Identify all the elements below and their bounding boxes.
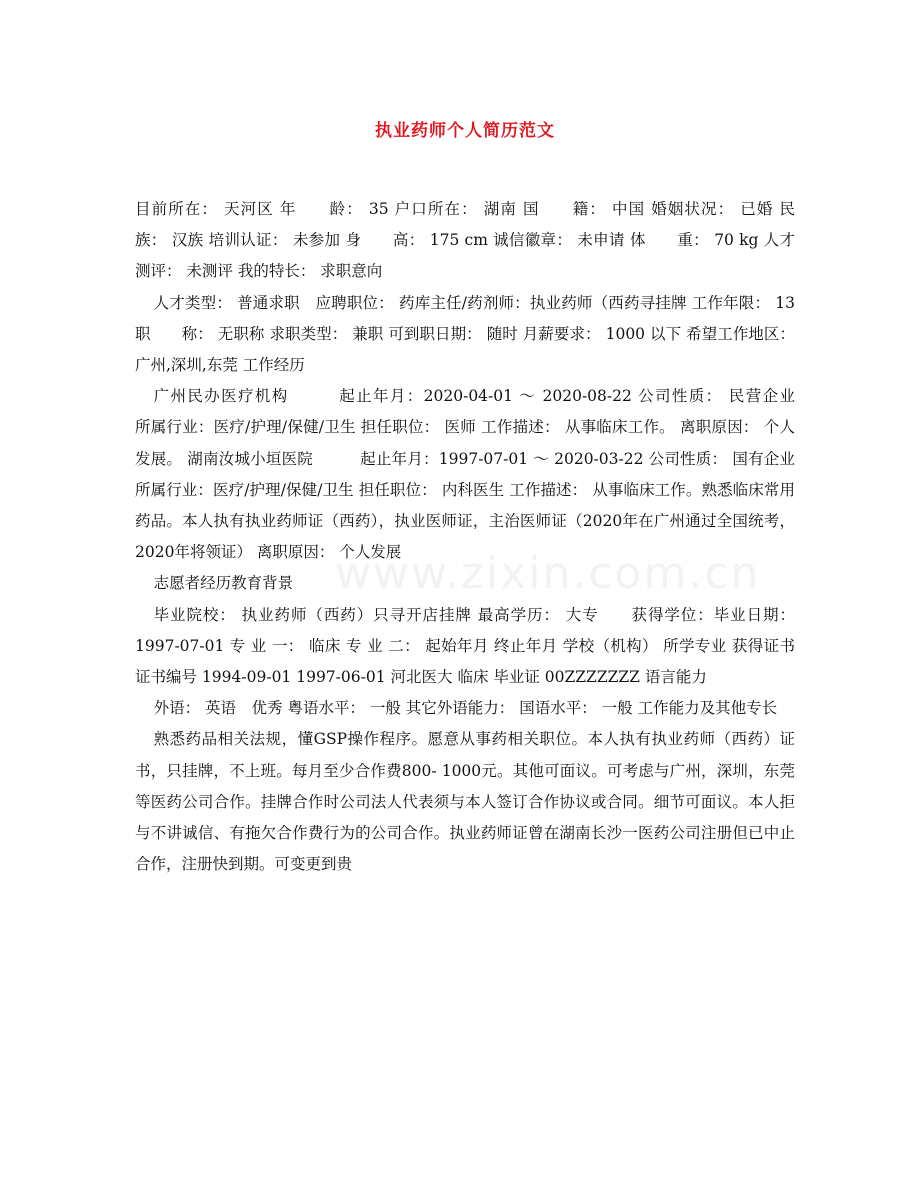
document-body: [135, 194, 827, 880]
paragraph-work-experience: 广州民办医疗机构 起止年月：2020-04-01 ～ 2020-08-22 公司性质： 民营企业 所属行业：医疗/护理/保健/卫生 担任职位： 医师 工作描述： 从事临床工作。 离职原因： 个人发展。 湖南汝城小垣医院 起止年月：1997-07-01 ～ 2020-03-22 公司性质： 国有企业 所属行业：医疗/护理/保健/卫生 担任职位： 内科医生 工作描述： 从事临床工作。熟悉临床常用药品。本人执有执业药师证（西药），执业医师证，主治医师证（2020年在广州通过全国统考，2020年将领证） 离职原因： 个人发展: [135, 387, 827, 562]
paragraph-education: 毕业院校： 执业药师（西药）只寻开店挂牌 最高学历： 大专 获得学位：毕业日期： 1997-07-01 专 业 一： 临床 专 业 二： 起始年月 终止年月 学校（机构） 所学专业 获得证书 证书编号 1994-09-01 1997-06-01 河北医大 临床 毕业证 00ZZZZZZZ 语言能力: [135, 605, 795, 687]
paragraph-job-intention: 人才类型： 普通求职 应聘职位： 药库主任/药剂师：执业药师（西药寻挂牌 工作年限： 13 职 称： 无职称 求职类型： 兼职 可到职日期： 随时 月薪要求： 1000 以下 希望工作地区： 广州,深圳,东莞 工作经历: [135, 293, 795, 375]
paragraph-personal-info: 目前所在： 天河区 年 龄： 35 户口所在： 湖南 国 籍： 中国 婚姻状况： 已婚 民 族： 汉族 培训认证： 未参加 身 高： 175 cm 诚信徽章： 未申请 体 重： 70 kg 人才测评： 未测评 我的特长： 求职意向: [135, 200, 827, 281]
document-title: 执业药师个人简历范文: [375, 121, 555, 141]
paragraph-languages: 外语： 英语 优秀 粤语水平： 一般 其它外语能力： 国语水平： 一般 工作能力及其他专长: [153, 699, 778, 718]
document-page: [135, 0, 827, 880]
paragraph-volunteer-education-heading: 志愿者经历教育背景: [153, 574, 294, 593]
paragraph-skills: 熟悉药品相关法规，懂GSP操作程序。愿意从事药相关职位。本人执有执业药师（西药）证书，只挂牌，不上班。每月至少合作费800- 1000元。其他可面议。可考虑与广州，深圳，东莞等医药公司合作。挂牌合作时公司法人代表须与本人签订合作协议或合同。细节可面议。本人拒与不讲诚信、有拖欠合作费行为的公司合作。执业药师证曾在湖南长沙一医药公司注册但已中止合作，注册快到期。可变更到贵: [135, 730, 795, 874]
watermark-text: www.zixin.com.cn: [335, 548, 761, 599]
